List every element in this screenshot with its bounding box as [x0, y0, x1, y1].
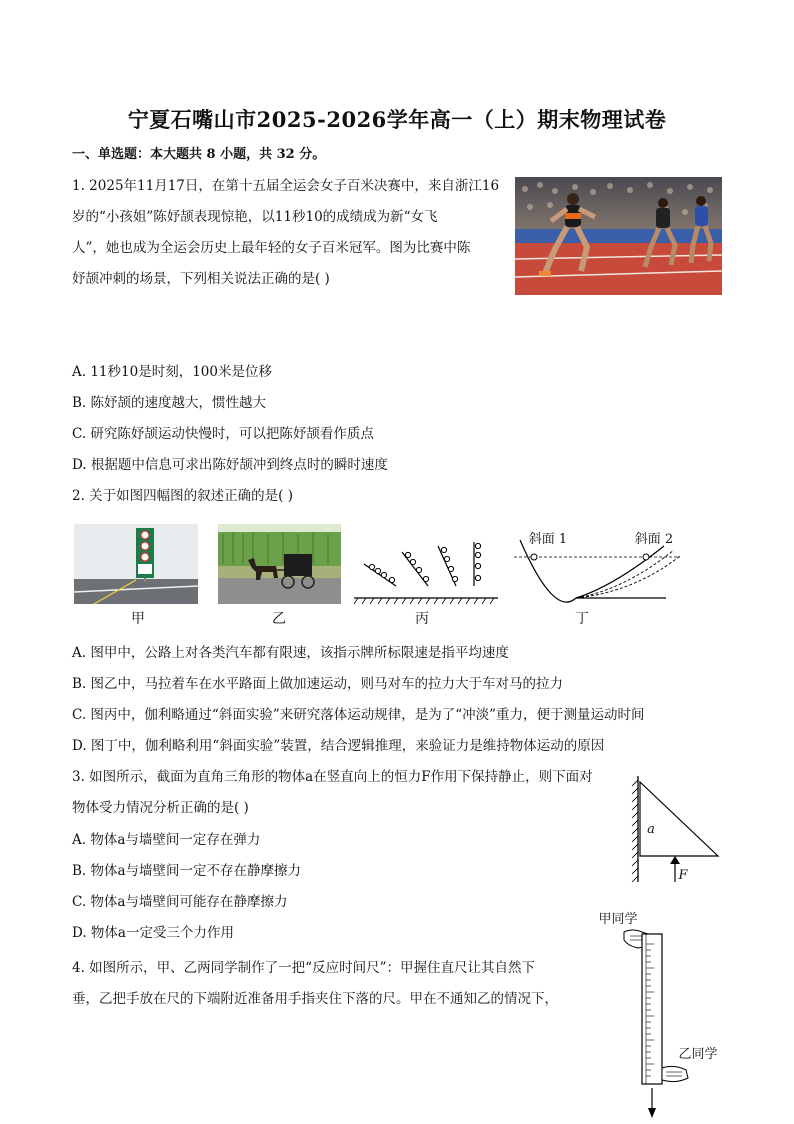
q2-option-d: D. 图丁中，伽利略利用“斜面实验”装置，结合逻辑推理，来验证力是维持物体运动的原因: [72, 738, 605, 754]
q1-line-4: 妤颉冲刺的场景，下列相关说法正确的是( ): [72, 271, 330, 287]
student-jia-label: 甲同学: [598, 912, 638, 927]
student-yi-label: 乙同学: [678, 1047, 718, 1062]
caption-jia: 甲: [131, 611, 145, 627]
caption-bing: 丙: [415, 611, 429, 627]
caption-ding: 丁: [575, 611, 589, 627]
q4-line-1: 4. 如图所示，甲、乙两同学制作了一把“反应时间尺”：甲握住直尺让其自然下: [72, 960, 535, 976]
q4-line-2: 垂，乙把手放在尺的下端附近准备用手指夹住下落的尺。甲在不通知乙的情况下，: [72, 991, 558, 1007]
horse-cart-photo: [218, 524, 341, 604]
q3-line-2: 物体受力情况分析正确的是( ): [72, 800, 249, 816]
q3-line-1: 3. 如图所示，截面为直角三角形的物体a在竖直向上的恒力F作用下保持静止，则下面对: [72, 769, 593, 785]
slope-2-label: 斜面 2: [634, 532, 674, 547]
caption-yi: 乙: [272, 611, 286, 627]
force-f-label: F: [678, 868, 688, 883]
sprint-photo: [515, 177, 722, 295]
q1-option-a: A. 11秒10是时刻，100米是位移: [72, 364, 272, 380]
q3-option-d: D. 物体a一定受三个力作用: [72, 925, 234, 941]
q2-option-c: C. 图丙中，伽利略通过“斜面实验”来研究落体运动规律，是为了“冲淡”重力，便于测量运动时间: [72, 707, 645, 723]
q1-line-1: 1. 2025年11月17日，在第十五届全运会女子百米决赛中，来自浙江16: [72, 178, 500, 194]
q1-line-3: 人”，她也成为全运会历史上最年轻的女子百米冠军。图为比赛中陈: [72, 240, 471, 256]
q1-option-c: C. 研究陈妤颉运动快慢时，可以把陈妤颉看作质点: [72, 426, 374, 442]
object-a-label: a: [647, 822, 655, 837]
q2-option-a: A. 图甲中，公路上对各类汽车都有限速，该指示牌所标限速是指平均速度: [72, 645, 509, 661]
section-heading: 一、单选题：本大题共 8 小题，共 32 分。: [72, 147, 326, 162]
q2-option-b: B. 图乙中，马拉着车在水平路面上做加速运动，则马对车的拉力大于车对马的拉力: [72, 676, 564, 692]
reaction-ruler-diagram: [612, 924, 702, 1124]
speed-limit-sign-photo: [74, 524, 198, 604]
q3-option-a: A. 物体a与墙壁间一定存在弹力: [72, 832, 261, 848]
q1-option-b: B. 陈妤颉的速度越大，惯性越大: [72, 395, 267, 411]
q3-option-c: C. 物体a与墙壁间可能存在静摩擦力: [72, 894, 288, 910]
page-title: 宁夏石嘴山市2025-2026学年高一（上）期末物理试卷: [127, 107, 667, 132]
q3-option-b: B. 物体a与墙壁间一定不存在静摩擦力: [72, 863, 302, 879]
slope-1-label: 斜面 1: [528, 532, 568, 547]
inclined-plane-diagram: [352, 542, 502, 612]
q1-line-2: 岁的“小孩姐”陈妤颉表现惊艳，以11秒10的成绩成为新“女飞: [72, 209, 438, 225]
q1-option-d: D. 根据题中信息可求出陈妤颉冲到终点时的瞬时速度: [72, 457, 388, 473]
q2-stem: 2. 关于如图四幅图的叙述正确的是( ): [72, 488, 293, 504]
